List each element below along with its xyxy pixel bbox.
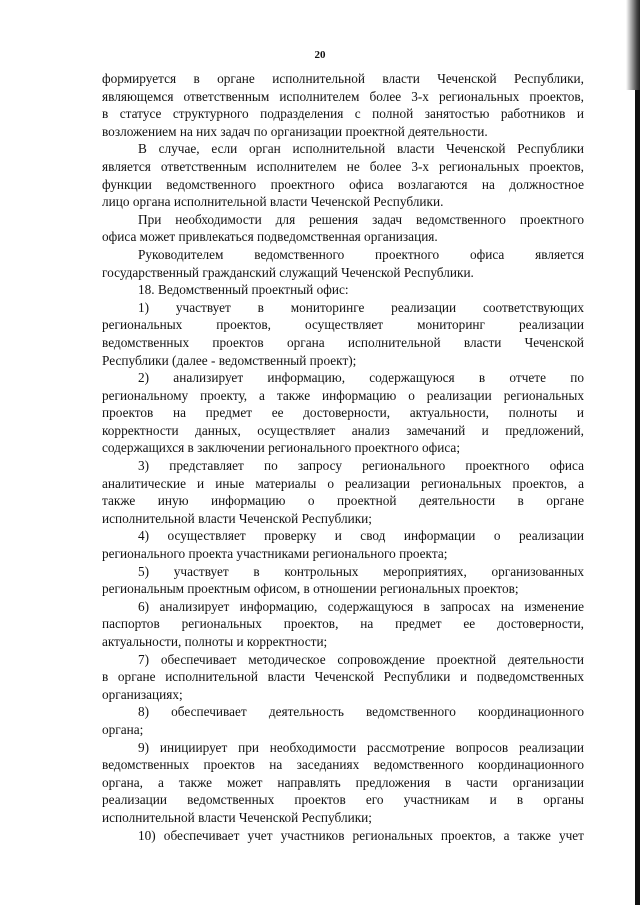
scan-edge-shadow-top [626,0,640,90]
text-line: организациях; [102,686,183,702]
text-line: 1) участвует в мониторинге реализации соответствующих [138,299,584,315]
text-line: 2) анализирует информацию, содержащуюся в отчете по [138,370,584,386]
text-line: ведомственных проектов на заседаниях ведомственного координационного [102,757,584,773]
text-line: возложением на них задач по организации проектной деятельности. [102,123,488,139]
text-line: В случае, если орган исполнительной власти Чеченской Республики [138,141,584,157]
text-line: являющемся ответственным исполнителем более 3-х региональных проектов, [102,88,584,104]
text-line: проектов на предмет ее достоверности, актуальности, полноты и [102,405,584,421]
text-line: ведомственных проектов органа исполнительной власти Чеченской [102,334,584,350]
text-line: 7) обеспечивает методическое сопровождение проектной деятельности [138,651,584,667]
text-line: государственный гражданский служащий Чеченской Республики. [102,264,474,280]
text-line: Руководителем ведомственного проектного офиса является [138,246,584,262]
text-line: 10) обеспечивает учет участников региональных проектов, а также учет [138,827,584,843]
text-line: функции ведомственного проектного офиса возлагаются на должностное [102,176,584,192]
text-line: При необходимости для решения задач ведомственного проектного [138,211,584,227]
text-line: корректности данных, осуществляет анализ замечаний и предложений, [102,422,584,438]
text-line: 6) анализирует информацию, содержащуюся в запросах на изменение [138,598,584,614]
text-line: регионального проекта участниками регионального проекта; [102,546,448,562]
text-line: 18. Ведомственный проектный офис: [138,282,349,298]
text-line: органа, а также может направлять предложения в части организации [102,774,584,790]
text-line: содержащихся в заключении регионального проектного офиса; [102,440,461,456]
text-line: также иную информацию о проектной деятельности в органе [102,493,584,509]
text-line: лицо органа исполнительной власти Чеченской Республики. [102,194,444,210]
text-line: в органе исполнительной власти Чеченской Республики и подведомственных [102,669,584,685]
text-line: является ответственным исполнителем не более 3-х региональных проектов, [102,158,584,174]
text-line: органа; [102,721,144,737]
text-line: паспортов региональных проектов, на предмет ее достоверности, [102,616,584,632]
text-line: 9) инициирует при необходимости рассмотрение вопросов реализации [138,739,584,755]
text-line: формируется в органе исполнительной власти Чеченской Республики, [102,71,584,86]
text-line: реализации ведомственных проектов его участникам и в органы [102,792,584,808]
text-line: 5) участвует в контрольных мероприятиях, организованных [138,563,584,579]
text-line: исполнительной власти Чеченской Республики; [102,510,372,526]
text-line: в статусе структурного подразделения с полной занятостью работников и [102,106,584,122]
text-line: Республики (далее - ведомственный проект); [102,352,357,368]
text-line: региональному проекту, а также информацию о реализации региональных [102,387,584,403]
text-line: 3) представляет по запросу регионального проектного офиса [138,458,584,474]
text-line: региональных проектов, осуществляет мониторинг реализации [102,317,584,333]
text-line: актуальности, полноты и корректности; [102,634,328,649]
text-line: офиса может привлекаться подведомственная организация. [102,229,438,245]
text-line: 4) осуществляет проверку и свод информации о реализации [138,528,584,544]
text-line: региональным проектным офисом, в отношении региональных проектов; [102,581,519,597]
page-number: 20 [314,49,326,61]
document-body [102,70,584,844]
scan-edge-shadow [635,0,640,905]
text-line: исполнительной власти Чеченской Республики; [102,809,372,825]
text-line: 8) обеспечивает деятельность ведомственного координационного [138,704,584,720]
text-line: аналитические и иные материалы о реализации региональных проектов, а [102,475,584,491]
